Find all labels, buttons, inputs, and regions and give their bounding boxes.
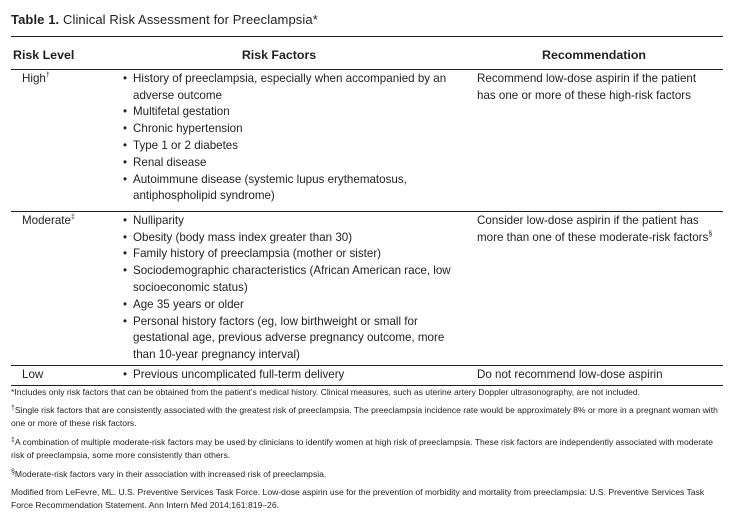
risk-factor-item: • Obesity (body mass index greater than 30) [123, 230, 465, 247]
risk-factor-item: • Age 35 years or older [123, 297, 465, 314]
footnote-mark: § [708, 230, 713, 238]
footnote-text: *Includes only risk factors that can be obtained from the patient’s medical history. Clinical measures, such as uterine artery Doppler ultrasonography, are not included. [11, 387, 641, 397]
source-citation [11, 486, 723, 513]
risk-factor-item: • Autoimmune disease (systemic lupus erythematosus, antiphospholipid syndrome) [123, 172, 465, 206]
recommendation-cell [465, 211, 723, 365]
risk-factor-item: • Chronic hypertension [123, 121, 465, 138]
risk-level-text: High [22, 71, 46, 85]
footnote-text: Moderate-risk factors vary in their association with increased risk of preeclampsia. [14, 469, 327, 479]
risk-factor-item: • Sociodemographic characteristics (African American race, low socioeconomic status) [123, 263, 465, 297]
recommendation-text [465, 367, 713, 384]
recommendation-text [465, 213, 713, 247]
risk-level-cell [11, 211, 93, 365]
table-title-label: Table 1. [11, 12, 60, 27]
risk-level-text: Low [22, 367, 44, 381]
risk-level-cell [11, 365, 93, 385]
risk-factors-cell [93, 69, 465, 211]
risk-level-cell [11, 69, 93, 211]
footnote-dagger [11, 404, 723, 431]
table-title-text: Clinical Risk Assessment for Preeclampsia* [62, 12, 318, 27]
recommendation-body: Consider low-dose aspirin if the patient has more than one of these moderate-risk factors [477, 213, 709, 244]
risk-assessment-table [11, 36, 723, 386]
table-row-moderate [11, 211, 723, 365]
footnote-mark: ‡ [11, 437, 15, 444]
table-row-high [11, 69, 723, 211]
risk-factor-item: • History of preeclampsia, especially when accompanied by an adverse outcome [123, 71, 465, 105]
footnote-mark: ‡ [70, 213, 75, 221]
risk-level-text: Moderate [22, 213, 71, 227]
risk-factor-item: • Multifetal gestation [123, 104, 465, 121]
risk-factors-cell [93, 365, 465, 385]
recommendation-cell [465, 69, 723, 211]
table-title [11, 12, 318, 27]
header-recommendation: Recommendation [465, 37, 723, 70]
recommendation-text [465, 71, 713, 105]
risk-factor-item: • Type 1 or 2 diabetes [123, 138, 465, 155]
header-risk-level: Risk Level [11, 37, 93, 70]
footnote-text: Single risk factors that are consistently associated with the greatest risk of preeclampsia. The preeclampsia incidence rate would be approximately 8% or more in a pregnant woman with one or more of these risk factors. [11, 405, 718, 429]
risk-factor-list [93, 71, 465, 205]
risk-factor-item: • Personal history factors (eg, low birthweight or small for gestational age, previous adverse pregnancy outcome, more than 10-year pregnancy interval) [123, 314, 465, 364]
recommendation-body: Do not recommend low-dose aspirin [477, 367, 663, 381]
header-risk-factors: Risk Factors [93, 37, 465, 70]
risk-factor-item: • Nulliparity [123, 213, 465, 230]
footnote-text: Modified from LeFevre, ML. U.S. Preventive Services Task Force. Low-dose aspirin use for the prevention of morbidity and mortality from preeclampsia: U.S. Preventive Services Task Force Recommendation Statement. Ann Intern Med 2014;161:819–26. [11, 487, 705, 511]
risk-factor-list [93, 213, 465, 364]
risk-factors-cell [93, 211, 465, 365]
table-header-row [11, 37, 723, 70]
footnote-text: A combination of multiple moderate-risk factors may be used by clinicians to identify women at high risk of preeclampsia. These risk factors are independently associated with moderate risk of preeclampsia, some more consistently than others. [11, 437, 714, 461]
risk-factor-item: • Family history of preeclampsia (mother or sister) [123, 246, 465, 263]
footnote-mark: § [11, 469, 15, 476]
risk-factor-item: • Renal disease [123, 155, 465, 172]
footnote-general [11, 386, 723, 399]
footnote-double-dagger [11, 436, 723, 463]
footnote-section [11, 468, 723, 481]
footnote-mark: † [11, 405, 15, 412]
recommendation-body: Recommend low-dose aspirin if the patient has one or more of these high-risk factors [477, 71, 697, 102]
risk-factor-list [93, 367, 465, 384]
risk-factor-item: • Previous uncomplicated full-term delivery [123, 367, 465, 384]
table-row-low [11, 365, 723, 385]
recommendation-cell [465, 365, 723, 385]
footnote-mark: † [45, 71, 50, 79]
